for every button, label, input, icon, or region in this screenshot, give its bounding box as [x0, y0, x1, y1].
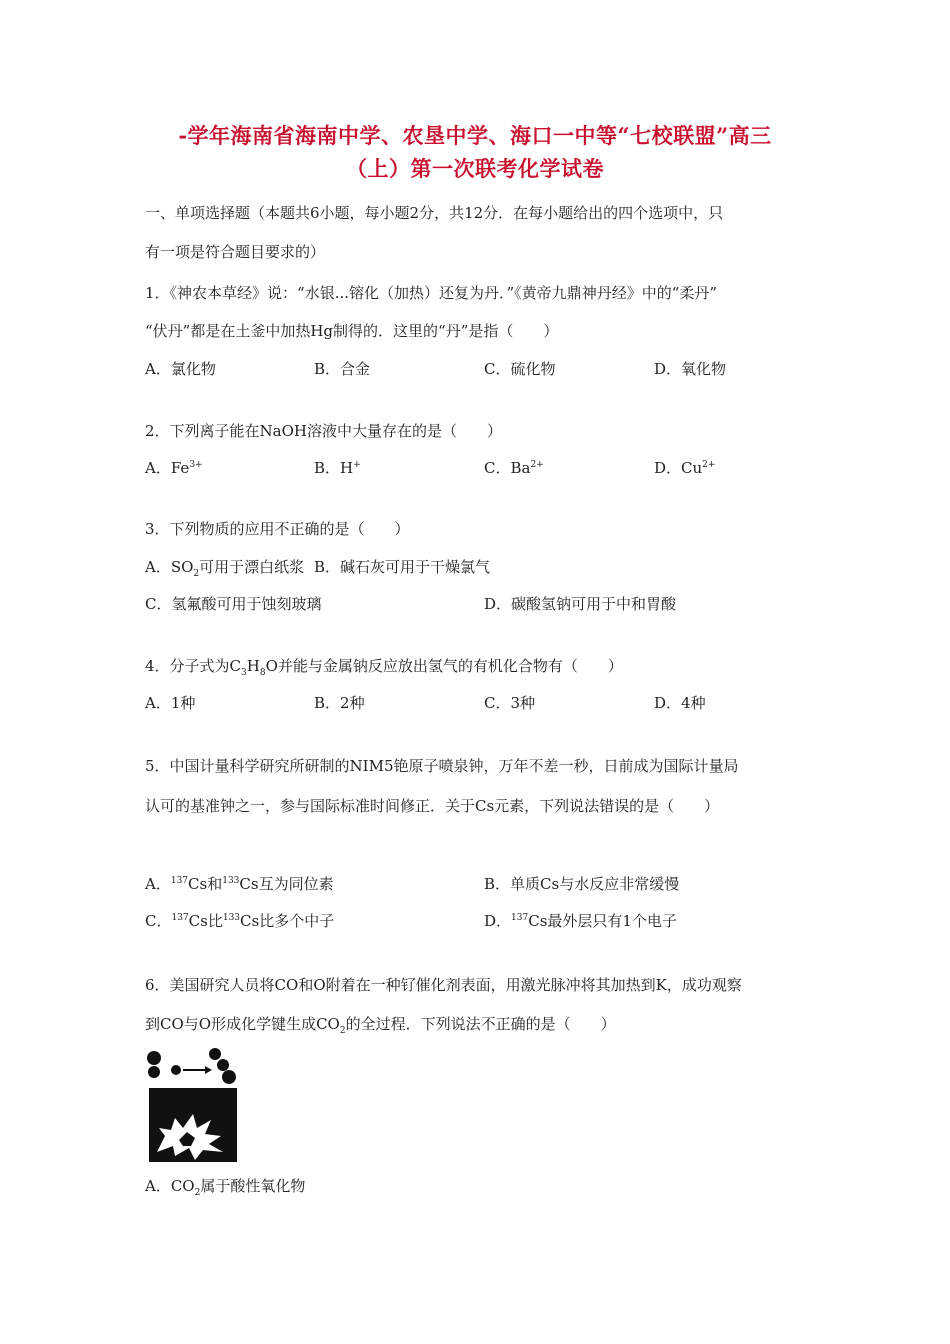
q5-option-d: D．$^{137}$Cs最外层只有1个电子: [484, 912, 677, 930]
q2-option-c: C．$Ba^{2+}$: [484, 459, 544, 477]
q3-option-b: B．碱石灰可用于干燥氯气: [314, 558, 491, 576]
q5-option-a: A．$^{137}$Cs和$^{133}$Cs互为同位素: [145, 875, 334, 893]
q1-option-b: B．合金: [314, 360, 371, 378]
q1-option-c: C．硫化物: [484, 360, 556, 378]
q6-option-a: A．$CO_2$属于酸性氧化物: [145, 1177, 306, 1198]
q3-option-a: A．$SO_2$可用于漂白纸浆: [145, 558, 305, 579]
section-instructions-line2: 有一项是符合题目要求的）: [145, 243, 326, 261]
section-instructions-line1: 一、单项选择题（本题共6小题，每小题2分，共12分．在每小题给出的四个选项中，只: [145, 204, 724, 222]
q3-option-c: C．氢氟酸可用于蚀刻玻璃: [145, 595, 322, 613]
q2-option-b: B．H+: [314, 459, 361, 477]
q4-stem: 4．分子式为$C_3H_8O$并能与金属钠反应放出氢气的有机化合物有（ ）: [145, 657, 623, 678]
exam-title-line2: （上）第一次联考化学试卷: [346, 156, 604, 181]
q1-option-d: D．氧化物: [654, 360, 727, 378]
q4-option-d: D．4种: [654, 694, 706, 712]
q2-stem: 2．下列离子能在NaOH溶液中大量存在的是（ ）: [145, 422, 502, 440]
q1-option-a: A．氯化物: [145, 360, 216, 378]
q5-option-c: C．$^{137}$Cs比$^{133}$Cs比多个中子: [145, 912, 335, 930]
q3-stem: 3．下列物质的应用不正确的是（ ）: [145, 520, 410, 538]
q1-stem-line1: 1．《神农本草经》说：“水银...镕化（加热）还复为丹．”《黄帝九鼎神丹经》中的“柔丹”: [145, 284, 718, 302]
q6-stem-line1: 6．美国研究人员将CO和O附着在一种钌催化剂表面，用激光脉冲将其加热到K，成功观察: [145, 976, 742, 994]
co-oxidation-diagram: [145, 1048, 241, 1162]
q1-stem-line2: “伏丹”都是在土釜中加热Hg制得的．这里的“丹”是指（ ）: [145, 322, 559, 340]
q3-option-d: D．碳酸氢钠可用于中和胃酸: [484, 595, 677, 613]
q2-option-a: A．$Fe^{3+}$: [145, 459, 203, 477]
q4-option-a: A．1种: [145, 694, 196, 712]
q5-stem-line2: 认可的基准钟之一，参与国际标准时间修正．关于Cs元素，下列说法错误的是（ ）: [145, 797, 720, 815]
q5-stem-line1: 5．中国计量科学研究所研制的NIM5铯原子喷泉钟，万年不差一秒，日前成为国际计量局: [145, 757, 739, 775]
exam-title-line1: -学年海南省海南中学、农垦中学、海口一中等“七校联盟”高三: [178, 123, 772, 148]
q4-option-c: C．3种: [484, 694, 536, 712]
q2-option-d: D．$Cu^{2+}$: [654, 459, 716, 477]
q4-option-b: B．2种: [314, 694, 365, 712]
q5-option-b: B．单质Cs与水反应非常缓慢: [484, 875, 680, 893]
q6-stem-line2: 到CO与O形成化学键生成$CO_2$的全过程．下列说法不正确的是（ ）: [145, 1015, 616, 1036]
